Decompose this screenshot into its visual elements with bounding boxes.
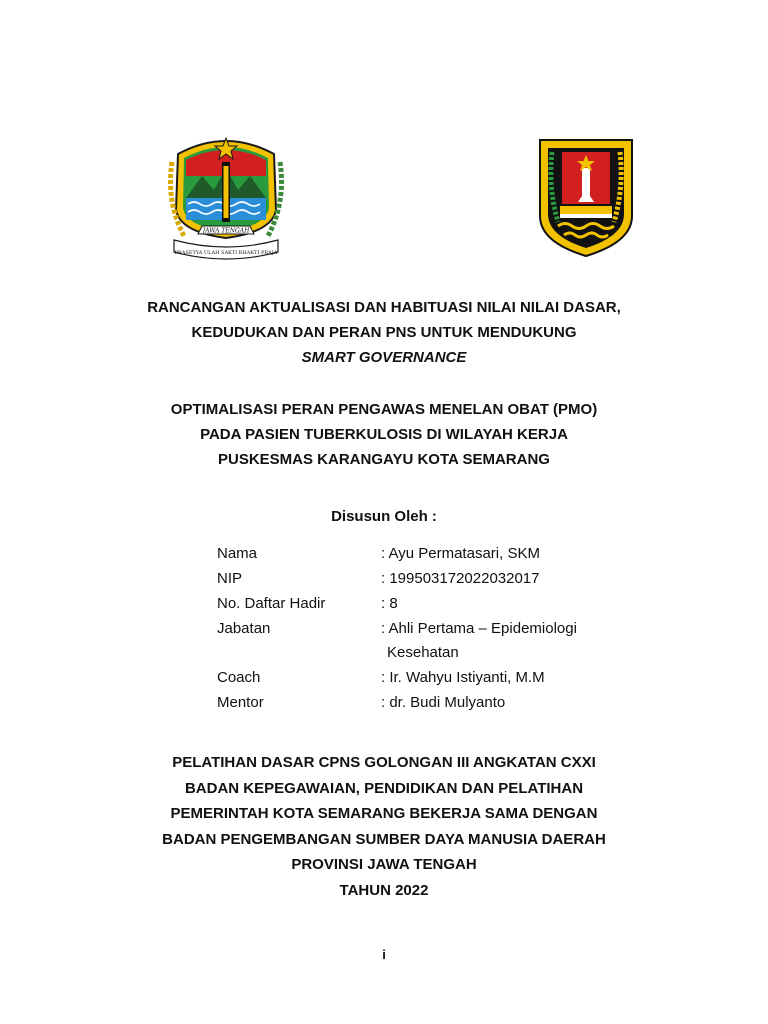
- kota-semarang-emblem-logo: [538, 138, 634, 258]
- info-value: : Ayu Permatasari, SKM: [381, 545, 540, 562]
- title-line-3: SMART GOVERNANCE: [301, 349, 467, 366]
- footer-line-1: PELATIHAN DASAR CPNS GOLONGAN III ANGKATAN CXXI: [172, 754, 596, 771]
- authored-by-heading: Disusun Oleh :: [331, 508, 437, 525]
- author-info-table: [217, 541, 601, 715]
- info-label: Coach: [217, 669, 261, 686]
- info-row-jabatan: [217, 616, 601, 641]
- info-value: : dr. Budi Mulyanto: [381, 694, 506, 711]
- footer-line-5: PROVINSI JAWA TENGAH: [291, 856, 477, 873]
- jawa-tengah-emblem-logo: [164, 132, 288, 268]
- info-row-daftar-hadir: [217, 591, 601, 616]
- institution-block: [0, 750, 768, 903]
- motto-text: PRASETYA ULAH SAKTI BHAKTI PRAJA: [174, 250, 278, 256]
- subtitle-line-1: OPTIMALISASI PERAN PENGAWAS MENELAN OBAT (PMO): [170, 401, 598, 418]
- document-subtitle: [0, 397, 768, 472]
- info-value-continuation: Kesehatan: [387, 644, 459, 661]
- info-value: : Ir. Wahyu Istiyanti, M.M: [381, 669, 545, 686]
- ribbon-text: JAWA TENGAH: [202, 227, 250, 235]
- info-value: : Ahli Pertama – Epidemiologi: [381, 620, 577, 637]
- info-row-nama: [217, 541, 601, 566]
- footer-line-6: TAHUN 2022: [339, 881, 429, 899]
- info-value: : 199503172022032017: [381, 570, 540, 587]
- subtitle-line-2: PADA PASIEN TUBERKULOSIS DI WILAYAH KERJA: [200, 426, 568, 443]
- footer-line-3: PEMERINTAH KOTA SEMARANG BEKERJA SAMA DENGAN: [170, 805, 598, 822]
- info-label: Mentor: [217, 694, 264, 711]
- info-label: NIP: [217, 570, 243, 587]
- info-label: Nama: [217, 545, 258, 562]
- info-row-coach: [217, 665, 601, 690]
- page-number: i: [382, 947, 386, 962]
- info-row-nip: [217, 566, 601, 591]
- info-row-mentor: [217, 690, 601, 715]
- title-line-1: RANCANGAN AKTUALISASI DAN HABITUASI NILAI NILAI DASAR,: [147, 299, 621, 316]
- title-line-2: KEDUDUKAN DAN PERAN PNS UNTUK MENDUKUNG: [191, 324, 577, 341]
- footer-line-4: BADAN PENGEMBANGAN SUMBER DAYA MANUSIA DAERAH: [162, 830, 606, 848]
- subtitle-line-3: PUSKESMAS KARANGAYU KOTA SEMARANG: [218, 451, 550, 468]
- info-label: Jabatan: [217, 620, 271, 637]
- info-value: : 8: [381, 595, 398, 612]
- document-title: [0, 295, 768, 370]
- info-label: No. Daftar Hadir: [217, 595, 326, 612]
- footer-line-2: BADAN KEPEGAWAIAN, PENDIDIKAN DAN PELATIHAN: [184, 779, 584, 797]
